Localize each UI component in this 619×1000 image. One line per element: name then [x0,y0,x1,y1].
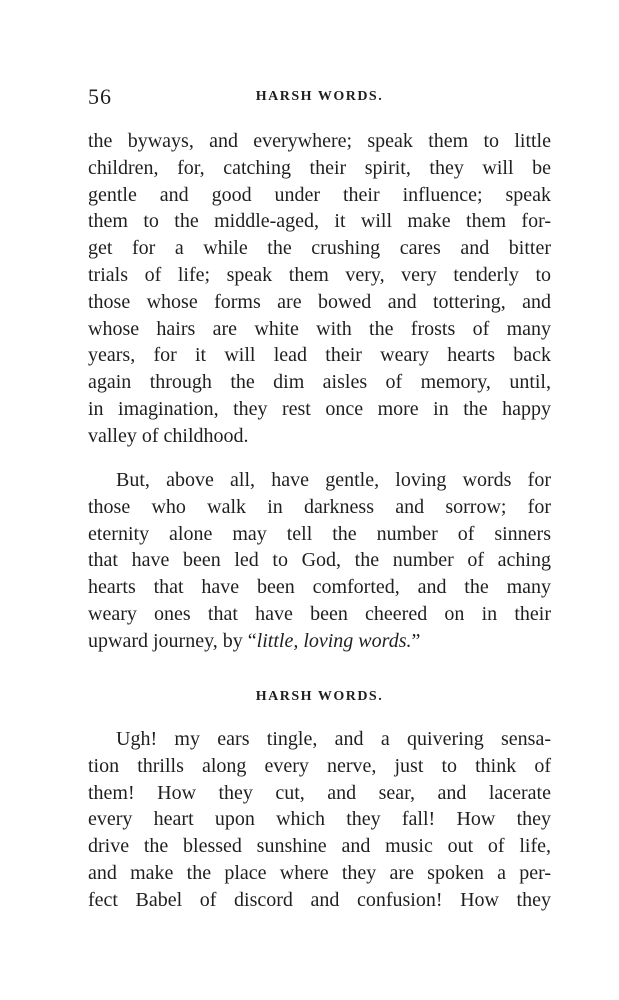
text-line-final [88,628,551,655]
text-line: valley of childhood. [88,424,249,447]
text-line: Ugh! my ears tingle, and a quivering sensa- [116,728,551,750]
text-line: the byways, and everywhere; speak them to little [88,130,551,152]
text-line: trials of life; speak them very, very tenderly to [88,263,551,286]
text-line: and make the place where they are spoken a per- [88,861,551,884]
text-line: get for a while the crushing cares and bitter [88,237,551,260]
paragraph-harsh-words [88,726,551,914]
text-line: that have been led to God, the number of aching [88,549,551,572]
running-title: HARSH WORDS. [255,89,384,104]
text-line: them to the middle-aged, it will make them for- [88,210,551,233]
section-heading: HARSH WORDS. [255,689,384,704]
text-line: eternity alone may tell the number of sinners [88,522,551,545]
text-line: in imagination, they rest once more in the happy [88,397,551,420]
text-line: years, for it will lead their weary hearts back [88,344,551,367]
text-line: again through the dim aisles of memory, until, [88,371,551,394]
italic-quote: little, loving words. [256,629,412,652]
text-line: whose hairs are white with the frosts of many [88,317,551,340]
text-line: those who walk in darkness and sorrow; for [88,495,551,518]
text-line: those whose forms are bowed and tottering, and [88,290,551,313]
text-line: drive the blessed sunshine and music out of life, [88,835,551,858]
page-number: 56 [88,84,112,109]
text-line: weary ones that have been cheered on in their [88,602,551,625]
text-line: gentle and good under their influence; speak [88,183,551,206]
text-line: But, above all, have gentle, loving words for [116,469,551,491]
text-line: children, for, catching their spirit, they will be [88,156,551,179]
running-head [88,84,551,114]
paragraph-continued [88,128,551,450]
text-line: fect Babel of discord and confusion! How they [88,888,551,911]
text-segment: upward journey, by “ [88,629,257,652]
text-line: hearts that have been comforted, and the many [88,576,551,599]
text-line: every heart upon which they fall! How they [88,808,551,831]
text-segment: ” [411,629,421,652]
text-line: tion thrills along every nerve, just to think of [88,754,551,777]
text-line: them! How they cut, and sear, and lacerate [88,781,551,804]
paragraph-loving-words [88,467,551,655]
